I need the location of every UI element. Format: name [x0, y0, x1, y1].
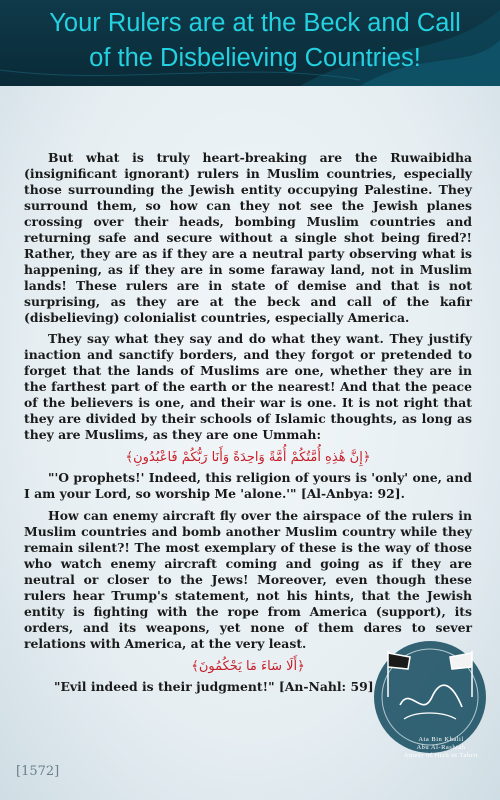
seal-line-3: Ameer of Hizb ut Tahrir: [403, 752, 479, 759]
seal-caption: [394, 736, 488, 760]
seal-line-1: Ata Bin Khalil: [418, 736, 464, 743]
paragraph-2: They say what they say and do what they want. They justify inaction and sanctify borders, and they forgot or pretended to forget that the lands of Muslims are one, whether they are in the farthest part of the earth or the nearest! And that the peace of the believers is one, and their war is one. It is not right that they are divided by their schools of Islamic thoughts, as long as they are Muslims, as they are one Ummah:: [24, 331, 472, 442]
paragraph-1: But what is truly heart-breaking are the Ruwaibidha (insignificant ignorant) rulers in Muslim countries, especially those surrounding the Jewish entity occupying Palestine. They surround them, so how can they not see the Jewish planes crossing over their heads, bombing Muslim countries and returning safe and secure without a single shot being fired?! Rather, they are as if they are a neutral party observing what is happening, as if they are in some faraway land, not in Muslim lands! These rulers are in state of demise and that is not surprising, as they are at the beck and call of the kafir (disbelieving) colonialist countries, especially America.: [24, 150, 472, 325]
header-banner: [0, 0, 500, 86]
page-title: [20, 6, 490, 76]
title-line-2: of the Disbelieving Countries!: [89, 44, 421, 72]
article-body: [24, 150, 472, 701]
verse-translation-1: "'O prophets!' Indeed, this religion of yours is 'only' one, and I am your Lord, so worship Me 'alone.'" [Al-Anbya: 92].: [24, 470, 472, 501]
verse-translation-2: "Evil indeed is their judgment!" [An-Nahl: 59]: [54, 679, 374, 694]
paragraph-3: How can enemy aircraft fly over the airspace of the rulers in Muslim countries and bomb another Muslim country while they remain silent?! The most exemplary of these is the way of those who watch enemy aircraft coming and going as if they are neutral or closer to the Jews! Moreover, even though these rulers hear Trump's statement, not his hints, that the Jewish entity is fighting with the rope from America (support), its orders, and its weapons, yet none of them dares to sever relations with America, at the very least.: [24, 508, 472, 651]
title-line-1: Your Rulers are at the Beck and Call: [49, 9, 461, 37]
seal-line-2: Abu Al-Rashtah: [416, 744, 466, 751]
issue-code: [1572]: [16, 764, 60, 779]
arabic-verse-2: ﴿أَلَا سَاءَ مَا يَحْكُمُونَ﴾: [191, 659, 305, 674]
arabic-verse-1: ﴿إِنَّ هَٰذِهِ أُمَّتُكُمْ أُمَّةً وَاحِدَةً وَأَنَا رَبُّكُمْ فَاعْبُدُونِ﴾: [125, 450, 371, 465]
